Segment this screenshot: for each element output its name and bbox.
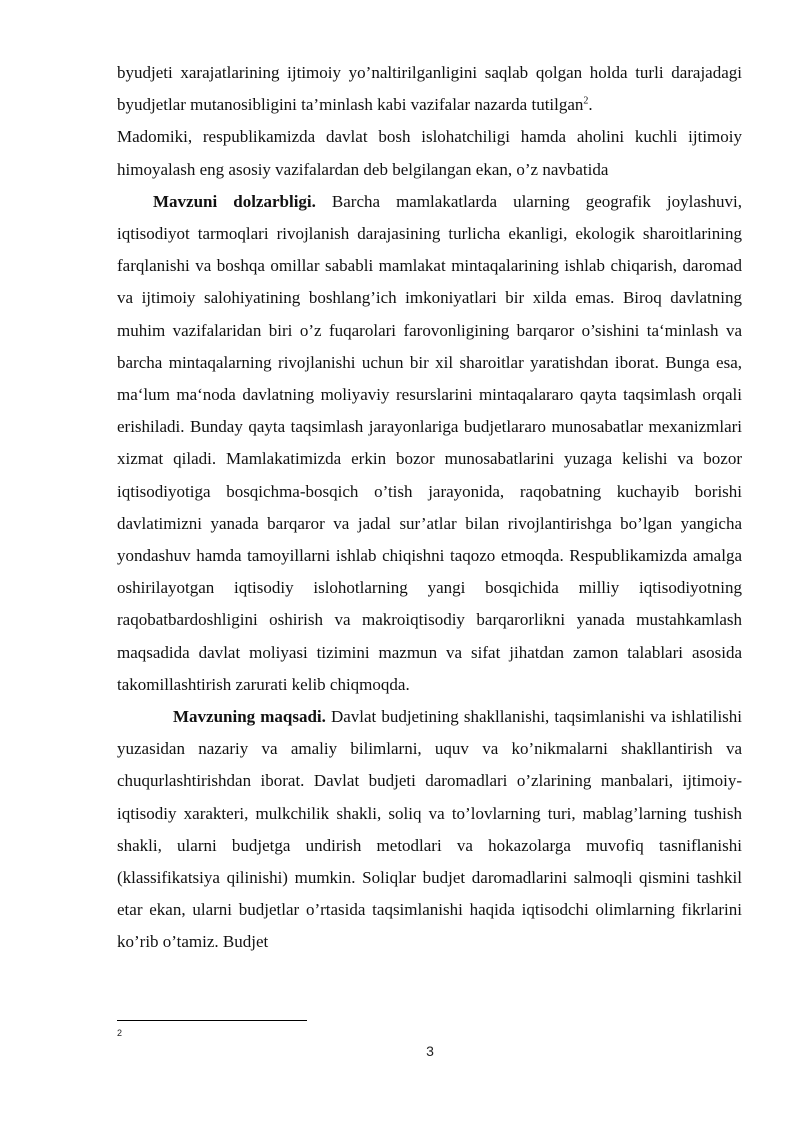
paragraph-1 [117,57,742,121]
document-body [117,57,742,959]
footnote-reference[interactable]: 2 [583,95,589,107]
paragraph-1-text: byudjeti xarajatlarining ijtimoiy yo’naltirilganligini saqlab qolgan holda turli darajadagi byudjetlar mutanosibligini ta’minlash kabi vazifalar nazarda tutilgan [117,63,742,115]
page-number: 3 [426,1043,434,1059]
relevance-heading: Mavzuni dolzarbligi. [153,191,316,211]
purpose-heading: Mavzuning maqsadi. [173,707,326,727]
footnote-separator [117,1020,307,1021]
footnote-number: 2 [117,1028,123,1038]
paragraph-2: Madomiki, respublikamizda davlat bosh islohatchiligi hamda aholini kuchli ijtimoiy himoyalash eng asosiy vazifalardan deb belgilangan ekan, o’z navbatida [117,127,742,179]
paragraph-1-tail: . [588,95,593,115]
paragraph-relevance [117,186,742,701]
relevance-text: Barcha mamlakatlarda ularning geografik joylashuvi, iqtisodiyot tarmoqlari rivojlanish darajasining turlicha ekanligi, ekologik sharoitlarining farqlanishi va boshqa omillar sababli mamlakat mintaqalarining ishlab chiqarish, daromad va ijtimoiy salohiyatining boshlang’ich imkoniyatlari bir xilda emas. Biroq davlatning muhim vazifalaridan biri o’z fuqarolari farovonligining barqaror o’sishini ta‘minlash va barcha mintaqalarning rivojlanishi uchun bir xil sharoitlar yaratishdan iborat. Bunga esa, ma‘lum ma‘noda davlatning moliyaviy resurslarini mintaqalararo qayta taqsimlash orqali erishiladi. Bunday qayta taqsimlash jarayonlariga budjetlararo munosabatlar mexanizmlari xizmat qiladi. Mamlakatimizda erkin bozor munosabatlarini yuzaga kelishi va bozor iqtisodiyotiga bosqichma-bosqich o’tish jarayonida, raqobatning kuchayib borishi davlatimizni yanada barqaror va jadal sur’atlar bilan rivojlantirishga bo’lgan yangicha yondashuv hamda tamoyillarni ishlab chiqishni taqozo etmoqda. Respublikamizda amalga oshirilayotgan iqtisodiy islohotlarning yangi bosqichida milliy iqtisodiyotning raqobatbardoshligini oshirish va makroiqtisodiy barqarorlikni yanada mustahkamlash maqsadida davlat moliyasi tizimini mazmun va sifat jihatdan zamon talablari asosida takomillashtirish zarurati kelib chiqmoqda. [117,191,742,694]
purpose-text: Davlat budjetining shakllanishi, taqsimlanishi va ishlatilishi yuzasidan nazariy va amaliy bilimlarni, uquv va ko’nikmalarni shakllantirish va chuqurlashtirishdan iborat. Davlat budjeti daromadlari o’zlarining manbalari, ijtimoiy-iqtisodiy xarakteri, mulkchilik shakli, soliq va to’lovlarning turi, mablag’larning tushish shakli, ularni budjetga undirish metodlari va hokazolarga muvofiq tasniflanishi (klassifikatsiya qilinishi) mumkin. Soliqlar budjet daromadlarini salmoqli qismini tashkil etar ekan, ularni budjetlar o’rtasida taqsimlanishi haqida iqtisodchi olimlarning fikrlarini ko’rib o’tamiz. Budjet [117,707,743,952]
paragraph-purpose [117,701,742,959]
